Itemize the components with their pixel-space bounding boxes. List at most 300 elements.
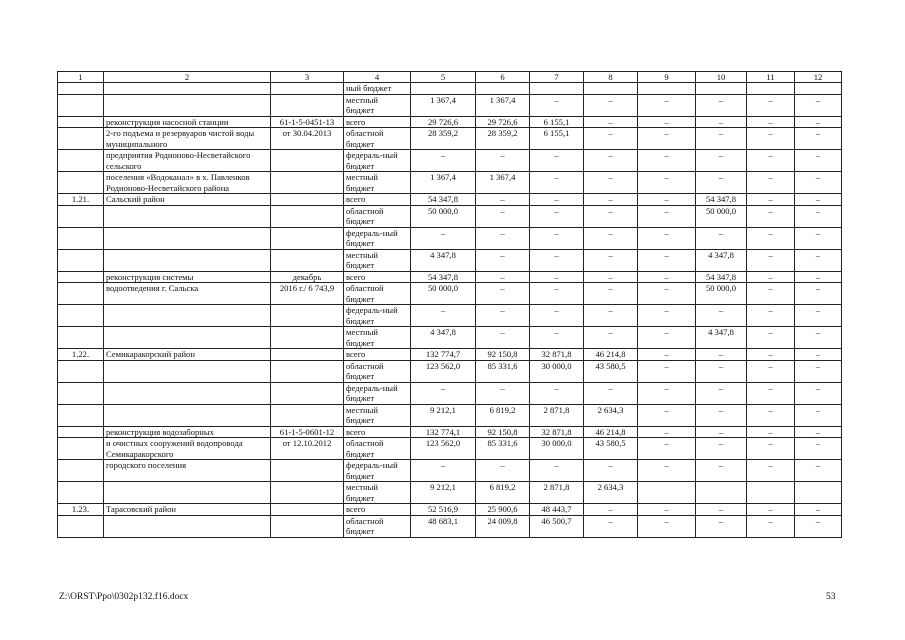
amount-cell bbox=[584, 83, 638, 95]
amount-cell: – bbox=[530, 283, 584, 305]
row-number bbox=[58, 438, 104, 460]
table-row bbox=[58, 283, 842, 305]
amount-cell: 2 634,3 bbox=[584, 404, 638, 426]
amount-cell: – bbox=[638, 460, 696, 482]
amount-cell: 4 347,8 bbox=[696, 249, 747, 271]
amount-cell: – bbox=[795, 305, 842, 327]
amount-cell: – bbox=[747, 249, 795, 271]
amount-cell: 25 900,6 bbox=[476, 504, 530, 516]
table-row bbox=[58, 426, 842, 438]
amount-cell: – bbox=[747, 94, 795, 116]
object-code bbox=[271, 327, 344, 349]
funding-source: местный бюджет bbox=[344, 94, 411, 116]
amount-cell: 54 347,8 bbox=[411, 271, 476, 283]
object-name bbox=[104, 404, 271, 426]
object-code: от 30.04.2013 bbox=[271, 128, 344, 150]
amount-cell: – bbox=[584, 283, 638, 305]
amount-cell: – bbox=[696, 460, 747, 482]
amount-cell bbox=[795, 482, 842, 504]
object-code bbox=[271, 382, 344, 404]
amount-cell: 85 331,6 bbox=[476, 360, 530, 382]
row-number bbox=[58, 116, 104, 128]
amount-cell: 1 367,4 bbox=[476, 172, 530, 194]
amount-cell: – bbox=[638, 94, 696, 116]
header-row bbox=[58, 72, 842, 83]
amount-cell: 6 155,1 bbox=[530, 128, 584, 150]
amount-cell: 85 331,6 bbox=[476, 438, 530, 460]
amount-cell: – bbox=[795, 515, 842, 537]
row-number bbox=[58, 515, 104, 537]
object-name: водоотведения г. Сальска bbox=[104, 283, 271, 305]
amount-cell: – bbox=[747, 426, 795, 438]
table-row bbox=[58, 404, 842, 426]
table-row bbox=[58, 327, 842, 349]
table-row bbox=[58, 116, 842, 128]
amount-cell: – bbox=[747, 227, 795, 249]
column-header: 2 bbox=[104, 72, 271, 83]
column-header: 8 bbox=[584, 72, 638, 83]
amount-cell: 6 155,1 bbox=[530, 116, 584, 128]
table-row bbox=[58, 194, 842, 206]
amount-cell: – bbox=[696, 94, 747, 116]
table-row bbox=[58, 504, 842, 516]
column-header: 4 bbox=[344, 72, 411, 83]
amount-cell bbox=[638, 83, 696, 95]
amount-cell: – bbox=[747, 283, 795, 305]
amount-cell: – bbox=[696, 438, 747, 460]
object-name bbox=[104, 382, 271, 404]
amount-cell: 32 871,8 bbox=[530, 349, 584, 361]
amount-cell: 24 009,8 bbox=[476, 515, 530, 537]
amount-cell: – bbox=[476, 249, 530, 271]
amount-cell: 50 000,0 bbox=[696, 205, 747, 227]
amount-cell: 92 150,8 bbox=[476, 349, 530, 361]
amount-cell: – bbox=[696, 515, 747, 537]
amount-cell bbox=[530, 83, 584, 95]
object-name: 2-го подъема и резервуаров чистой воды муниципального bbox=[104, 128, 271, 150]
amount-cell: – bbox=[795, 283, 842, 305]
amount-cell: 32 871,8 bbox=[530, 426, 584, 438]
amount-cell: 30 000,0 bbox=[530, 360, 584, 382]
amount-cell: 50 000,0 bbox=[411, 283, 476, 305]
funding-source: ный бюджет bbox=[344, 83, 411, 95]
object-name: предприятия Родионово-Несветайского сельского bbox=[104, 150, 271, 172]
amount-cell bbox=[747, 482, 795, 504]
object-name bbox=[104, 83, 271, 95]
amount-cell: – bbox=[795, 504, 842, 516]
object-code bbox=[271, 482, 344, 504]
amount-cell: 46 214,8 bbox=[584, 349, 638, 361]
amount-cell: – bbox=[795, 128, 842, 150]
amount-cell: – bbox=[638, 249, 696, 271]
amount-cell bbox=[696, 83, 747, 95]
amount-cell: – bbox=[696, 349, 747, 361]
row-number bbox=[58, 271, 104, 283]
object-code bbox=[271, 94, 344, 116]
amount-cell: – bbox=[584, 172, 638, 194]
object-name bbox=[104, 515, 271, 537]
amount-cell: – bbox=[795, 194, 842, 206]
funding-source: федераль-ный бюджет bbox=[344, 382, 411, 404]
amount-cell bbox=[696, 482, 747, 504]
table-row bbox=[58, 382, 842, 404]
amount-cell: – bbox=[638, 227, 696, 249]
funding-source: областной бюджет bbox=[344, 128, 411, 150]
amount-cell: – bbox=[795, 150, 842, 172]
row-number bbox=[58, 283, 104, 305]
object-code: от 12.10.2012 bbox=[271, 438, 344, 460]
amount-cell: – bbox=[530, 227, 584, 249]
amount-cell: – bbox=[584, 249, 638, 271]
amount-cell: 1 367,4 bbox=[411, 94, 476, 116]
amount-cell: – bbox=[795, 116, 842, 128]
funding-source: областной бюджет bbox=[344, 360, 411, 382]
amount-cell: – bbox=[638, 172, 696, 194]
amount-cell: – bbox=[411, 150, 476, 172]
table-row bbox=[58, 360, 842, 382]
amount-cell: – bbox=[584, 327, 638, 349]
amount-cell: – bbox=[476, 150, 530, 172]
amount-cell: – bbox=[584, 460, 638, 482]
object-name: и очистных сооружений водопровода Семикаракорского bbox=[104, 438, 271, 460]
amount-cell: 29 726,6 bbox=[411, 116, 476, 128]
file-path: Z:\ORST\Ppo\0302p132.f16.docx bbox=[59, 592, 189, 602]
amount-cell: – bbox=[638, 515, 696, 537]
object-name: Сальский район bbox=[104, 194, 271, 206]
amount-cell: – bbox=[747, 128, 795, 150]
object-code: 2016 г./ 6 743,9 bbox=[271, 283, 344, 305]
amount-cell: – bbox=[747, 194, 795, 206]
object-name: реконструкция водозаборных bbox=[104, 426, 271, 438]
amount-cell: 4 347,8 bbox=[411, 327, 476, 349]
amount-cell: – bbox=[638, 349, 696, 361]
funding-source: всего bbox=[344, 349, 411, 361]
amount-cell: 2 634,3 bbox=[584, 482, 638, 504]
table-row bbox=[58, 271, 842, 283]
row-number bbox=[58, 360, 104, 382]
amount-cell: – bbox=[696, 404, 747, 426]
funding-source: федераль-ный бюджет bbox=[344, 150, 411, 172]
row-number bbox=[58, 482, 104, 504]
amount-cell: – bbox=[530, 460, 584, 482]
amount-cell: – bbox=[638, 194, 696, 206]
amount-cell: – bbox=[795, 94, 842, 116]
amount-cell: – bbox=[411, 460, 476, 482]
row-number bbox=[58, 227, 104, 249]
amount-cell: – bbox=[696, 426, 747, 438]
amount-cell: – bbox=[795, 460, 842, 482]
row-number bbox=[58, 94, 104, 116]
amount-cell: – bbox=[476, 305, 530, 327]
object-name bbox=[104, 482, 271, 504]
amount-cell: – bbox=[411, 227, 476, 249]
amount-cell: – bbox=[584, 227, 638, 249]
table-row bbox=[58, 227, 842, 249]
amount-cell: – bbox=[795, 227, 842, 249]
amount-cell: – bbox=[696, 305, 747, 327]
amount-cell: – bbox=[584, 205, 638, 227]
amount-cell: – bbox=[411, 382, 476, 404]
column-header: 10 bbox=[696, 72, 747, 83]
amount-cell: – bbox=[696, 150, 747, 172]
object-name bbox=[104, 327, 271, 349]
amount-cell: – bbox=[584, 150, 638, 172]
row-number bbox=[58, 249, 104, 271]
amount-cell: – bbox=[584, 194, 638, 206]
object-name bbox=[104, 360, 271, 382]
row-number bbox=[58, 305, 104, 327]
object-code bbox=[271, 150, 344, 172]
amount-cell: 43 580,5 bbox=[584, 438, 638, 460]
amount-cell: 54 347,8 bbox=[696, 194, 747, 206]
object-code bbox=[271, 83, 344, 95]
row-number: 1.21. bbox=[58, 194, 104, 206]
row-number bbox=[58, 128, 104, 150]
amount-cell: 46 500,7 bbox=[530, 515, 584, 537]
amount-cell: – bbox=[638, 382, 696, 404]
row-number bbox=[58, 404, 104, 426]
amount-cell: – bbox=[638, 205, 696, 227]
amount-cell: 50 000,0 bbox=[696, 283, 747, 305]
object-code bbox=[271, 504, 344, 516]
object-code bbox=[271, 404, 344, 426]
amount-cell: 132 774,1 bbox=[411, 426, 476, 438]
amount-cell: 48 683,1 bbox=[411, 515, 476, 537]
object-name: реконструкция насосной станции bbox=[104, 116, 271, 128]
amount-cell: – bbox=[747, 205, 795, 227]
amount-cell: 28 359,2 bbox=[476, 128, 530, 150]
funding-source: всего bbox=[344, 116, 411, 128]
amount-cell: – bbox=[747, 515, 795, 537]
amount-cell: 92 150,8 bbox=[476, 426, 530, 438]
funding-source: областной бюджет bbox=[344, 283, 411, 305]
amount-cell: – bbox=[530, 382, 584, 404]
object-name bbox=[104, 94, 271, 116]
amount-cell: – bbox=[638, 116, 696, 128]
amount-cell: 1 367,4 bbox=[411, 172, 476, 194]
budget-table bbox=[57, 71, 842, 538]
column-header: 7 bbox=[530, 72, 584, 83]
column-header: 6 bbox=[476, 72, 530, 83]
amount-cell: – bbox=[747, 150, 795, 172]
amount-cell: – bbox=[638, 305, 696, 327]
amount-cell: 9 212,1 bbox=[411, 404, 476, 426]
amount-cell: – bbox=[530, 150, 584, 172]
object-code bbox=[271, 349, 344, 361]
amount-cell: – bbox=[747, 327, 795, 349]
amount-cell: – bbox=[747, 116, 795, 128]
funding-source: местный бюджет bbox=[344, 327, 411, 349]
amount-cell: – bbox=[584, 305, 638, 327]
amount-cell: 6 819,2 bbox=[476, 482, 530, 504]
amount-cell: 46 214,8 bbox=[584, 426, 638, 438]
object-code bbox=[271, 249, 344, 271]
amount-cell: – bbox=[696, 227, 747, 249]
amount-cell: – bbox=[530, 305, 584, 327]
column-header: 12 bbox=[795, 72, 842, 83]
funding-source: областной бюджет bbox=[344, 515, 411, 537]
amount-cell: – bbox=[584, 128, 638, 150]
funding-source: всего bbox=[344, 194, 411, 206]
row-number bbox=[58, 172, 104, 194]
funding-source: федераль-ный бюджет bbox=[344, 227, 411, 249]
amount-cell: – bbox=[747, 271, 795, 283]
amount-cell: – bbox=[476, 283, 530, 305]
object-name bbox=[104, 305, 271, 327]
column-header: 5 bbox=[411, 72, 476, 83]
object-name bbox=[104, 227, 271, 249]
column-header: 1 bbox=[58, 72, 104, 83]
amount-cell: – bbox=[584, 504, 638, 516]
table-row bbox=[58, 172, 842, 194]
object-code bbox=[271, 515, 344, 537]
amount-cell: – bbox=[795, 205, 842, 227]
row-number: 1.23. bbox=[58, 504, 104, 516]
object-code bbox=[271, 460, 344, 482]
object-code bbox=[271, 305, 344, 327]
amount-cell: – bbox=[795, 172, 842, 194]
amount-cell bbox=[638, 482, 696, 504]
amount-cell: – bbox=[795, 360, 842, 382]
amount-cell: 4 347,8 bbox=[411, 249, 476, 271]
table-row bbox=[58, 94, 842, 116]
amount-cell: – bbox=[530, 194, 584, 206]
amount-cell: 1 367,4 bbox=[476, 94, 530, 116]
amount-cell: 9 212,1 bbox=[411, 482, 476, 504]
amount-cell: – bbox=[476, 205, 530, 227]
amount-cell: – bbox=[530, 172, 584, 194]
amount-cell: – bbox=[530, 327, 584, 349]
amount-cell: – bbox=[747, 382, 795, 404]
amount-cell: – bbox=[530, 94, 584, 116]
amount-cell: 6 819,2 bbox=[476, 404, 530, 426]
amount-cell: – bbox=[530, 205, 584, 227]
amount-cell: 43 580,5 bbox=[584, 360, 638, 382]
table-row bbox=[58, 515, 842, 537]
object-name: поселения «Водоканал» в х. Павленков Родионово-Несветайского района bbox=[104, 172, 271, 194]
funding-source: всего bbox=[344, 426, 411, 438]
amount-cell bbox=[411, 83, 476, 95]
amount-cell: – bbox=[747, 305, 795, 327]
amount-cell: – bbox=[638, 360, 696, 382]
amount-cell: – bbox=[638, 150, 696, 172]
object-code bbox=[271, 227, 344, 249]
amount-cell: – bbox=[696, 116, 747, 128]
table-row bbox=[58, 249, 842, 271]
amount-cell: – bbox=[747, 172, 795, 194]
amount-cell: – bbox=[584, 116, 638, 128]
amount-cell: – bbox=[476, 327, 530, 349]
object-code bbox=[271, 205, 344, 227]
amount-cell: – bbox=[584, 515, 638, 537]
object-code bbox=[271, 194, 344, 206]
amount-cell: – bbox=[584, 271, 638, 283]
funding-source: местный бюджет bbox=[344, 404, 411, 426]
amount-cell: – bbox=[638, 404, 696, 426]
object-code: декабрь bbox=[271, 271, 344, 283]
object-name bbox=[104, 205, 271, 227]
funding-source: федераль-ный бюджет bbox=[344, 305, 411, 327]
object-name: Тарасовский район bbox=[104, 504, 271, 516]
amount-cell: – bbox=[795, 438, 842, 460]
row-number: 1.22. bbox=[58, 349, 104, 361]
row-number bbox=[58, 327, 104, 349]
amount-cell: 30 000,0 bbox=[530, 438, 584, 460]
amount-cell: – bbox=[638, 128, 696, 150]
table-row bbox=[58, 482, 842, 504]
object-code bbox=[271, 172, 344, 194]
amount-cell: – bbox=[696, 360, 747, 382]
amount-cell: – bbox=[411, 305, 476, 327]
table-row bbox=[58, 83, 842, 95]
amount-cell: 2 871,8 bbox=[530, 404, 584, 426]
amount-cell: 48 443,7 bbox=[530, 504, 584, 516]
row-number bbox=[58, 460, 104, 482]
amount-cell: – bbox=[747, 360, 795, 382]
amount-cell: 4 347,8 bbox=[696, 327, 747, 349]
amount-cell: – bbox=[584, 382, 638, 404]
table-row bbox=[58, 128, 842, 150]
amount-cell: 54 347,8 bbox=[696, 271, 747, 283]
row-number bbox=[58, 426, 104, 438]
amount-cell: – bbox=[476, 271, 530, 283]
amount-cell: – bbox=[747, 438, 795, 460]
row-number bbox=[58, 205, 104, 227]
object-name: реконструкция системы bbox=[104, 271, 271, 283]
amount-cell: – bbox=[747, 504, 795, 516]
amount-cell: – bbox=[795, 327, 842, 349]
page-number: 53 bbox=[826, 592, 836, 602]
table-row bbox=[58, 205, 842, 227]
funding-source: областной бюджет bbox=[344, 438, 411, 460]
funding-source: местный бюджет bbox=[344, 249, 411, 271]
amount-cell: – bbox=[696, 128, 747, 150]
amount-cell: – bbox=[530, 249, 584, 271]
amount-cell: 123 562,0 bbox=[411, 438, 476, 460]
amount-cell: 50 000,0 bbox=[411, 205, 476, 227]
amount-cell: – bbox=[638, 504, 696, 516]
amount-cell: 29 726,6 bbox=[476, 116, 530, 128]
amount-cell: – bbox=[476, 460, 530, 482]
amount-cell: – bbox=[638, 283, 696, 305]
amount-cell: – bbox=[638, 438, 696, 460]
amount-cell: – bbox=[795, 404, 842, 426]
amount-cell: 123 562,0 bbox=[411, 360, 476, 382]
column-header: 9 bbox=[638, 72, 696, 83]
amount-cell: – bbox=[747, 349, 795, 361]
amount-cell: – bbox=[476, 382, 530, 404]
object-code: 61-1-5-0601-12 bbox=[271, 426, 344, 438]
amount-cell: – bbox=[795, 271, 842, 283]
amount-cell: 52 516,9 bbox=[411, 504, 476, 516]
object-name: городского поселения bbox=[104, 460, 271, 482]
amount-cell: – bbox=[696, 172, 747, 194]
amount-cell: – bbox=[795, 349, 842, 361]
amount-cell: – bbox=[638, 327, 696, 349]
amount-cell: 28 359,2 bbox=[411, 128, 476, 150]
table-row bbox=[58, 349, 842, 361]
funding-source: местный бюджет bbox=[344, 482, 411, 504]
amount-cell: – bbox=[696, 382, 747, 404]
amount-cell: 132 774,7 bbox=[411, 349, 476, 361]
funding-source: федераль-ный бюджет bbox=[344, 460, 411, 482]
amount-cell bbox=[747, 83, 795, 95]
amount-cell: – bbox=[795, 382, 842, 404]
column-header: 11 bbox=[747, 72, 795, 83]
amount-cell: 2 871,8 bbox=[530, 482, 584, 504]
object-code: 61-1-5-0451-13 bbox=[271, 116, 344, 128]
funding-source: всего bbox=[344, 271, 411, 283]
